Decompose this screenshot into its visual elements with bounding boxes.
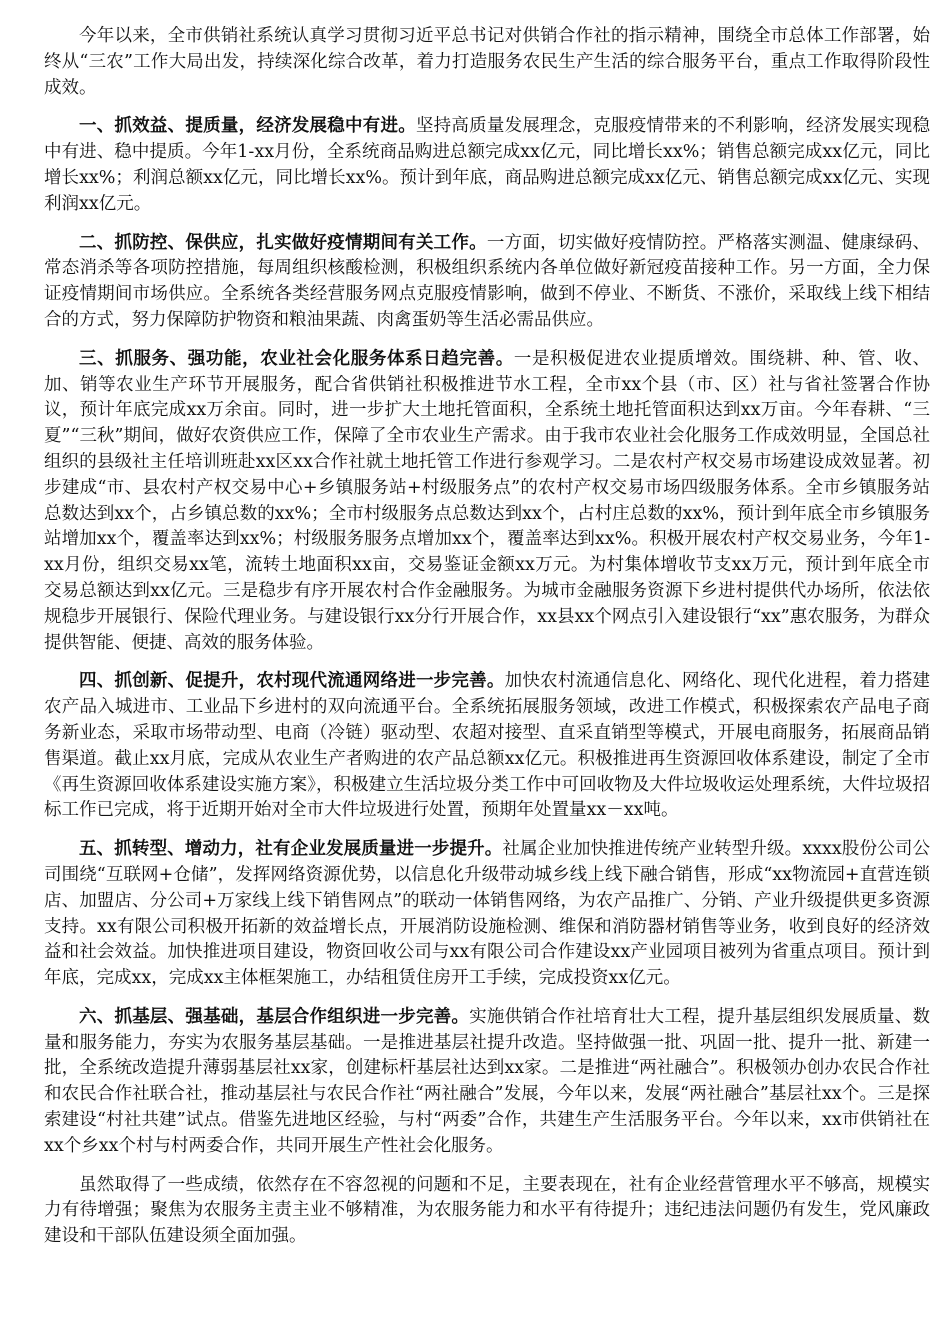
paragraph-heading: 四、抓创新、促提升，农村现代流通网络进一步完善。 [79,671,505,692]
section-paragraph-6 [44,1005,930,1160]
paragraph-heading: 三、抓服务、强功能，农业社会化服务体系日趋完善。 [79,348,514,369]
paragraph-text: 社属企业加快推进传统产业转型升级。xxxx股份公司公司围绕“互联网+仓储”，发挥网络资源优势，以信息化升级带动城乡线上线下融合销售，形成“xx物流园+直营连锁店、加盟店、分公司+万家线上线下销售网点”的联动一体销售网络，为农产品推广、分销、产业升级提供更多资源支持。xx有限公司积极开拓新的效益增长点，开展消防设施检测、维保和消防器材销售等业务，收到良好的经济效益和社会效益。加快推进项目建设，物资回收公司与xx有限公司合作建设xx产业园项目被列为省重点项目。预计到年底，完成xx，完成xx主体框架施工，办结租赁住房开工手续，完成投资xx亿元。 [44,839,930,989]
closing-paragraph [44,1173,930,1250]
paragraph-text: 加快农村流通信息化、网络化、现代化进程，着力搭建农产品入城进市、工业品下乡进村的双向流通平台。全系统拓展服务领域，改进工作模式，积极探索农产品电子商务新业态，采取市场带动型、电商（冷链）驱动型、农超对接型、直采直销型等模式，开展电商服务，拓展商品销售渠道。截止xx月底，完成从农业生产者购进的农产品总额xx亿元。积极推进再生资源回收体系建设，制定了全市《再生资源回收体系建设实施方案》，积极建立生活垃圾分类工作中可回收物及大件垃圾收运处理系统，大件垃圾招标工作已完成，将于近期开始对全市大件垃圾进行处置，预期年处置量xx－xx吨。 [44,671,931,821]
paragraph-text: 坚持高质量发展理念，克服疫情带来的不利影响，经济发展实现稳中有进、稳中提质。今年1-xx月份，全系统商品购进总额完成xx亿元，同比增长xx%；销售总额完成xx亿元，同比增长xx%；利润总额xx亿元，同比增长xx%。预计到年底，商品购进总额完成xx亿元、销售总额完成xx亿元、实现利润xx亿元。 [44,116,931,214]
paragraph-text: 虽然取得了一些成绩，依然存在不容忽视的问题和不足，主要表现在，社有企业经营管理水平不够高，规模实力有待增强；聚焦为农服务主责主业不够精准，为农服务能力和水平有待提升；违纪违法问题仍有发生，党风廉政建设和干部队伍建设须全面加强。 [44,1174,930,1247]
paragraph-heading: 二、抓防控、保供应，扎实做好疫情期间有关工作。 [79,232,487,253]
paragraph-heading: 五、抓转型、增动力，社有企业发展质量进一步提升。 [79,839,503,860]
section-paragraph-3 [44,347,930,657]
paragraph-heading: 一、抓效益、提质量，经济发展稳中有进。 [79,116,416,137]
paragraph-text: 今年以来，全市供销社系统认真学习贯彻习近平总书记对供销合作社的指示精神，围绕全市总体工作部署，始终从“三农”工作大局出发，持续深化综合改革，着力打造服务农民生产生活的综合服务平台，重点工作取得阶段性成效。 [44,26,930,98]
section-paragraph-4 [44,669,930,824]
section-paragraph-2 [44,231,930,334]
section-paragraph-1 [44,114,930,217]
paragraph-text: 实施供销合作社培育壮大工程，提升基层组织发展质量、数量和服务能力，夯实为农服务基层基础。一是推进基层社提升改造。坚持做强一批、巩固一批、提升一批、新建一批，全系统改造提升薄弱基层社xx家，创建标杆基层社达到xx家。二是推进“两社融合”。积极领办创办农民合作社和农民合作社联合社，推动基层社与农民合作社“两社融合”发展，今年以来，发展“两社融合”基层社xx个。三是探索建设“村社共建”试点。借鉴先进地区经验，与村“两委”合作，共建生产生活服务平台。今年以来，xx市供销社在xx个乡xx个村与村两委合作，共同开展生产性社会化服务。 [44,1006,931,1156]
intro-paragraph [44,24,930,101]
paragraph-text: 一方面，切实做好疫情防控。严格落实测温、健康绿码、常态消杀等各项防控措施，每周组织核酸检测，积极组织系统内各单位做好新冠疫苗接种工作。另一方面，全力保证疫情期间市场供应。全系统各类经营服务网点克服疫情影响，做到不停业、不断货、不涨价，采取线上线下相结合的方式，努力保障防护物资和粮油果蔬、肉禽蛋奶等生活必需品供应。 [44,232,931,330]
document-body [44,24,930,1263]
paragraph-text: 一是积极促进农业提质增效。围绕耕、种、管、收、加、销等农业生产环节开展服务，配合省供销社积极推进节水工程，全市xx个县（市、区）社与省社签署合作协议，预计年底完成xx万余亩。同时，进一步扩大土地托管面积，全系统土地托管面积达到xx万亩。今年春耕、“三夏”“三秋”期间，做好农资供应工作，保障了全市农业生产需求。由于我市农业社会化服务工作成效明显，全国总社组织的县级社主任培训班赴xx区xx合作社就土地托管工作进行参观学习。二是农村产权交易市场建设成效显著。初步建成“市、县农村产权交易中心+乡镇服务站+村级服务点”的农村产权交易市场四级服务体系。全市乡镇服务站总数达到xx个，占乡镇总数的xx%；全市村级服务点总数达到xx个，占村庄总数的xx%，预计到年底全市乡镇服务站增加xx个，覆盖率达到xx%；村级服务服务点增加xx个，覆盖率达到xx%。积极开展农村产权交易业务，今年1-xx月份，组织交易xx笔，流转土地面积xx亩，交易鉴证金额xx万元。为村集体增收节支xx万元，预计到年底全市交易总额达到xx亿元。三是稳步有序开展农村合作金融服务。为城市金融服务资源下乡进村提供代办场所，依法依规稳步开展银行、保险代理业务。与建设银行xx分行开展合作，xx县xx个网点引入建设银行“xx”惠农服务，为群众提供智能、便捷、高效的服务体验。 [44,348,931,653]
section-paragraph-5 [44,837,930,992]
paragraph-heading: 六、抓基层、强基础，基层合作组织进一步完善。 [79,1006,470,1027]
